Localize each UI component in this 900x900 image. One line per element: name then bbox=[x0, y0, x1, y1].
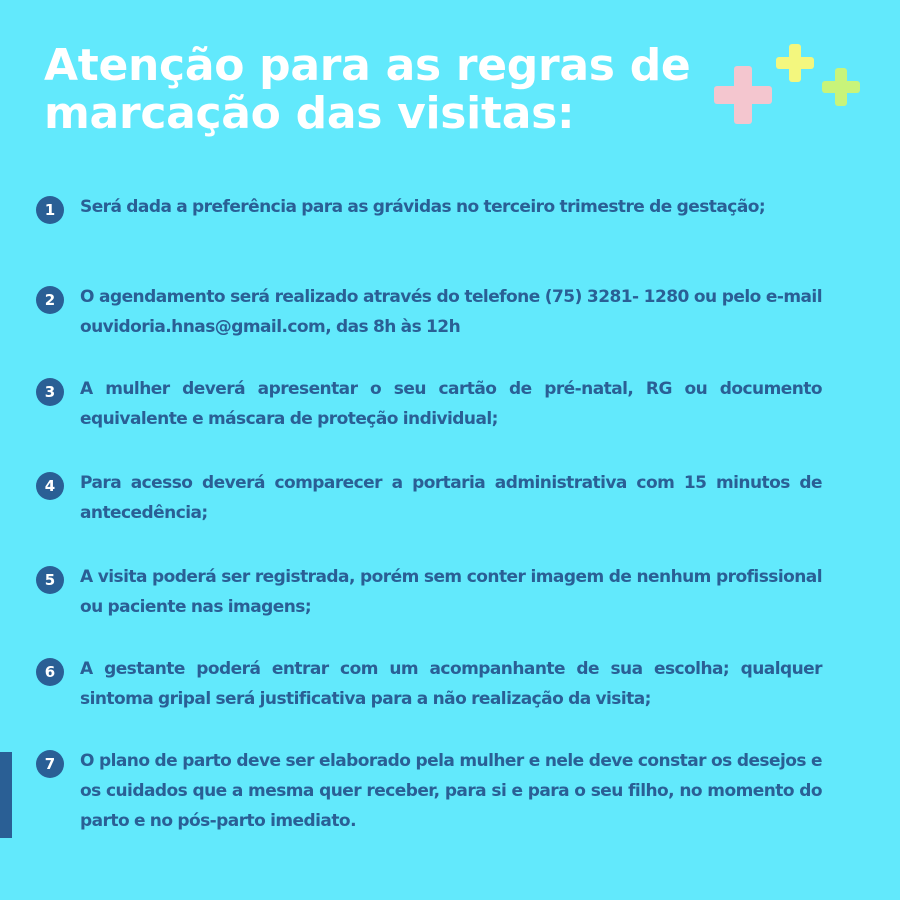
number-badge: 2 bbox=[36, 286, 64, 314]
title-line-2: marcação das visitas: bbox=[44, 88, 575, 139]
rule-text: Para acesso deverá comparecer a portaria administrativa com 15 minutos de antecedência; bbox=[80, 473, 822, 523]
rule-text: A mulher deverá apresentar o seu cartão de pré-natal, RG ou documento equivalente e máscara de proteção individual; bbox=[80, 379, 822, 429]
title-line-1: Atenção para as regras de bbox=[44, 40, 691, 91]
number-badge: 1 bbox=[36, 196, 64, 224]
rule-text: O agendamento será realizado através do telefone (75) 3281- 1280 ou pelo e-mail ouvidoria.hnas@gmail.com, das 8h às 12h bbox=[80, 287, 822, 337]
rule-text: O plano de parto deve ser elaborado pela mulher e nele deve constar os desejos e os cuidados que a mesma quer receber, para si e para o seu filho, no momento do parto e no pós-parto imediato. bbox=[80, 751, 822, 831]
number-badge: 6 bbox=[36, 658, 64, 686]
rule-text: A gestante poderá entrar com um acompanhante de sua escolha; qualquer sintoma gripal será justificativa para a não realização da visita; bbox=[80, 659, 822, 709]
rule-text: Será dada a preferência para as grávidas no terceiro trimestre de gestação; bbox=[80, 197, 766, 217]
number-badge: 5 bbox=[36, 566, 64, 594]
number-badge: 7 bbox=[36, 750, 64, 778]
number-badge: 4 bbox=[36, 472, 64, 500]
rule-text: A visita poderá ser registrada, porém sem conter imagem de nenhum profissional ou paciente nas imagens; bbox=[80, 567, 822, 617]
number-badge: 3 bbox=[36, 378, 64, 406]
